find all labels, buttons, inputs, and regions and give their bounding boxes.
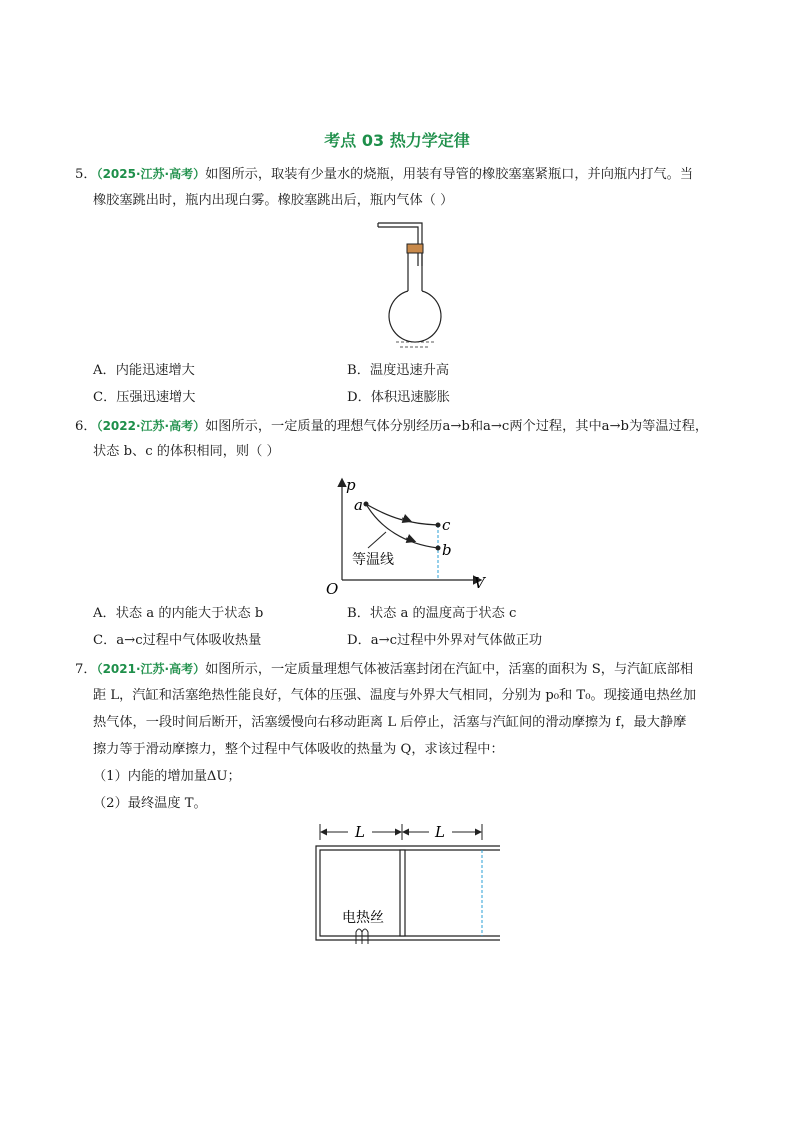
q6-pv-graph <box>320 470 500 600</box>
q7-number: 7． <box>75 662 97 677</box>
q6-option-b[interactable]: B．状态 a 的温度高于状态 c <box>347 606 517 621</box>
q5-flask-figure <box>370 216 460 356</box>
point-a-label: a <box>354 496 363 514</box>
x-axis-label: V <box>474 574 485 592</box>
q5-option-d[interactable]: D．体积迅速膨胀 <box>347 390 450 405</box>
q5-number: 5． <box>75 167 97 182</box>
heater-label: 电热丝 <box>342 910 384 926</box>
q6-stem-1: 如图所示，一定质量的理想气体分别经历a→b和a→c两个过程，其中a→b为等温过程， <box>205 419 709 434</box>
point-c-label: c <box>442 516 451 534</box>
q6-number: 6． <box>75 419 97 434</box>
q6-line1 <box>75 416 735 437</box>
q5-source: （2025·江苏·高考） <box>96 167 206 181</box>
point-b-label: b <box>442 541 452 559</box>
q7-cylinder-figure <box>312 822 512 952</box>
dim-label-1: L <box>355 823 365 841</box>
curve-a-c <box>366 504 438 525</box>
q6-source: （2022·江苏·高考） <box>96 419 206 433</box>
q7-source: （2021·江苏·高考） <box>96 662 206 676</box>
q5-option-a[interactable]: A．内能迅速增大 <box>93 363 195 378</box>
piston <box>400 850 405 936</box>
q5-option-b[interactable]: B．温度迅速升高 <box>347 363 450 378</box>
y-axis-label: p <box>346 476 356 494</box>
q7-stem-2: 距 L，汽缸和活塞绝热性能良好，气体的压强、温度与外界大气相同，分别为 p₀和 T₀。现接通电热丝加 <box>93 688 697 703</box>
page-title: 考点 03 热力学定律 <box>324 131 470 150</box>
isotherm-a-b <box>366 504 438 548</box>
q5-stem-1: 如图所示，取装有少量水的烧瓶，用装有导管的橡胶塞塞紧瓶口，并向瓶内打气。当 <box>205 167 694 182</box>
q7-stem-4: 擦力等于滑动摩擦力，整个过程中气体吸收的热量为 Q，求该过程中： <box>93 742 504 757</box>
q7-subquestion-1: （1）内能的增加量ΔU； <box>93 769 241 784</box>
q6-option-d[interactable]: D．a→c过程中外界对气体做正功 <box>347 633 543 648</box>
q7-stem-3: 热气体，一段时间后断开，活塞缓慢向右移动距离 L 后停止，活塞与汽缸间的滑动摩擦为 f，最大静摩 <box>93 715 687 730</box>
q6-option-a[interactable]: A．状态 a 的内能大于状态 b <box>93 606 264 621</box>
q5-option-c[interactable]: C．压强迅速增大 <box>93 390 196 405</box>
q7-line1 <box>75 659 735 680</box>
q7-subquestion-2: （2）最终温度 T。 <box>93 796 207 811</box>
q7-stem-1: 如图所示，一定质量理想气体被活塞封闭在汽缸中，活塞的面积为 S，与汽缸底部相 <box>205 662 694 677</box>
q6-option-c[interactable]: C．a→c过程中气体吸收热量 <box>93 633 262 648</box>
q5-line1 <box>75 164 735 185</box>
origin-label: O <box>326 580 339 598</box>
rubber-stopper <box>407 244 423 253</box>
isotherm-label: 等温线 <box>352 552 394 568</box>
q6-stem-2: 状态 b、c 的体积相同，则（ ） <box>93 444 280 459</box>
q5-stem-2: 橡胶塞跳出时，瓶内出现白雾。橡胶塞跳出后，瓶内气体（ ） <box>93 193 454 208</box>
dim-label-2: L <box>435 823 445 841</box>
